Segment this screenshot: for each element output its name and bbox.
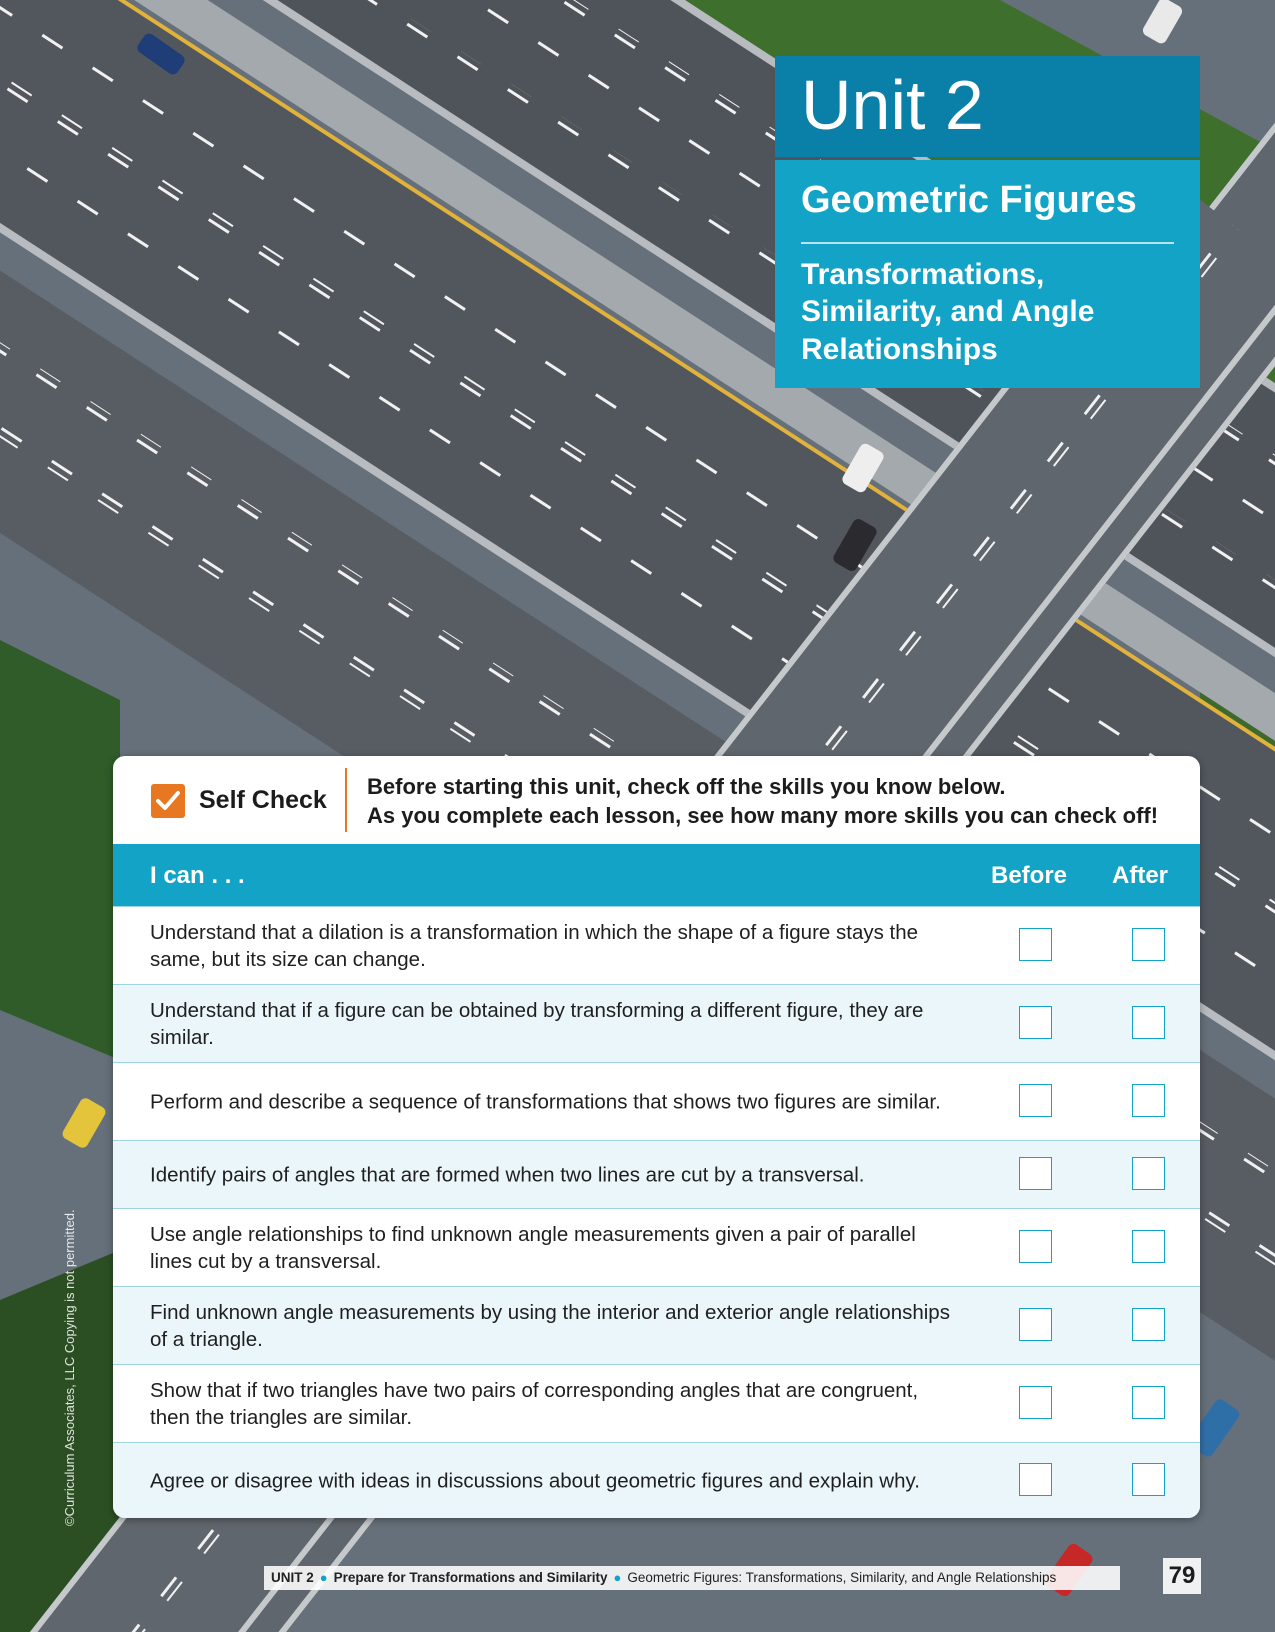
table-row [113, 1140, 1200, 1208]
copyright-notice: ©Curriculum Associates, LLC Copying is not permitted. [62, 1209, 77, 1526]
table-row [113, 984, 1200, 1062]
table-row [113, 906, 1200, 984]
after-checkbox[interactable] [1132, 1230, 1165, 1263]
unit-number: Unit 2 [801, 66, 984, 144]
before-checkbox[interactable] [1019, 1386, 1052, 1419]
bullet-icon: ● [613, 1570, 622, 1585]
footer-unit: UNIT 2 [271, 1570, 314, 1585]
after-checkbox[interactable] [1132, 1084, 1165, 1117]
bullet-icon: ● [319, 1570, 328, 1585]
before-checkbox[interactable] [1019, 1230, 1052, 1263]
self-check-card [113, 756, 1200, 1518]
instruction-line-2: As you complete each lesson, see how many more skills you can check off! [367, 803, 1159, 828]
before-checkbox[interactable] [1019, 1084, 1052, 1117]
skill-text: Find unknown angle measurements by using the interior and exterior angle relationships of a triangle. [150, 1300, 950, 1351]
footer-lesson: Prepare for Transformations and Similarity [333, 1570, 608, 1585]
skill-text: Agree or disagree with ideas in discussions about geometric figures and explain why. [150, 1469, 920, 1492]
self-check-instructions [367, 772, 1158, 830]
after-checkbox[interactable] [1132, 1386, 1165, 1419]
skill-text: Understand that if a figure can be obtained by transforming a different figure, they are similar. [150, 998, 924, 1049]
skill-text: Perform and describe a sequence of transformations that shows two figures are similar. [150, 1090, 941, 1113]
after-checkbox[interactable] [1132, 928, 1165, 961]
before-checkbox[interactable] [1019, 1006, 1052, 1039]
unit-subtitle: Transformations, Similarity, and Angle Relationships [801, 257, 1095, 366]
table-row [113, 1062, 1200, 1140]
instruction-line-1: Before starting this unit, check off the skills you know below. [367, 774, 1006, 799]
after-checkbox[interactable] [1132, 1006, 1165, 1039]
before-checkbox[interactable] [1019, 1157, 1052, 1190]
unit-title: Geometric Figures [801, 179, 1137, 221]
skill-text: Use angle relationships to find unknown angle measurements given a pair of parallel lines cut by a transversal. [150, 1222, 916, 1273]
skills-table-body [113, 906, 1200, 1518]
unit-number-banner [775, 56, 1200, 157]
self-check-header [113, 756, 1200, 844]
skills-table-header [113, 844, 1200, 906]
after-checkbox[interactable] [1132, 1308, 1165, 1341]
title-divider [801, 242, 1174, 244]
table-row [113, 1286, 1200, 1364]
table-row [113, 1364, 1200, 1442]
page-footer [264, 1566, 1120, 1590]
after-checkbox[interactable] [1132, 1157, 1165, 1190]
skill-text: Identify pairs of angles that are formed when two lines are cut by a transversal. [150, 1163, 865, 1186]
column-header-i-can: I can . . . [150, 862, 245, 889]
after-checkbox[interactable] [1132, 1463, 1165, 1496]
column-header-after: After [1112, 862, 1169, 889]
skill-text: Show that if two triangles have two pairs of corresponding angles that are congruent, then the triangles are similar. [150, 1378, 919, 1429]
self-check-label: Self Check [199, 786, 327, 814]
header-divider [345, 768, 347, 832]
table-row [113, 1208, 1200, 1286]
before-checkbox[interactable] [1019, 1308, 1052, 1341]
before-checkbox[interactable] [1019, 928, 1052, 961]
before-checkbox[interactable] [1019, 1463, 1052, 1496]
skill-text: Understand that a dilation is a transformation in which the shape of a figure stays the same, but its size can change. [150, 920, 919, 971]
page-number: 79 [1163, 1558, 1201, 1594]
unit-title-panel [775, 160, 1200, 388]
checkbox-checked-icon [151, 784, 185, 818]
footer-topic: Geometric Figures: Transformations, Similarity, and Angle Relationships [627, 1570, 1057, 1585]
table-row [113, 1442, 1200, 1518]
column-header-before: Before [991, 862, 1068, 889]
